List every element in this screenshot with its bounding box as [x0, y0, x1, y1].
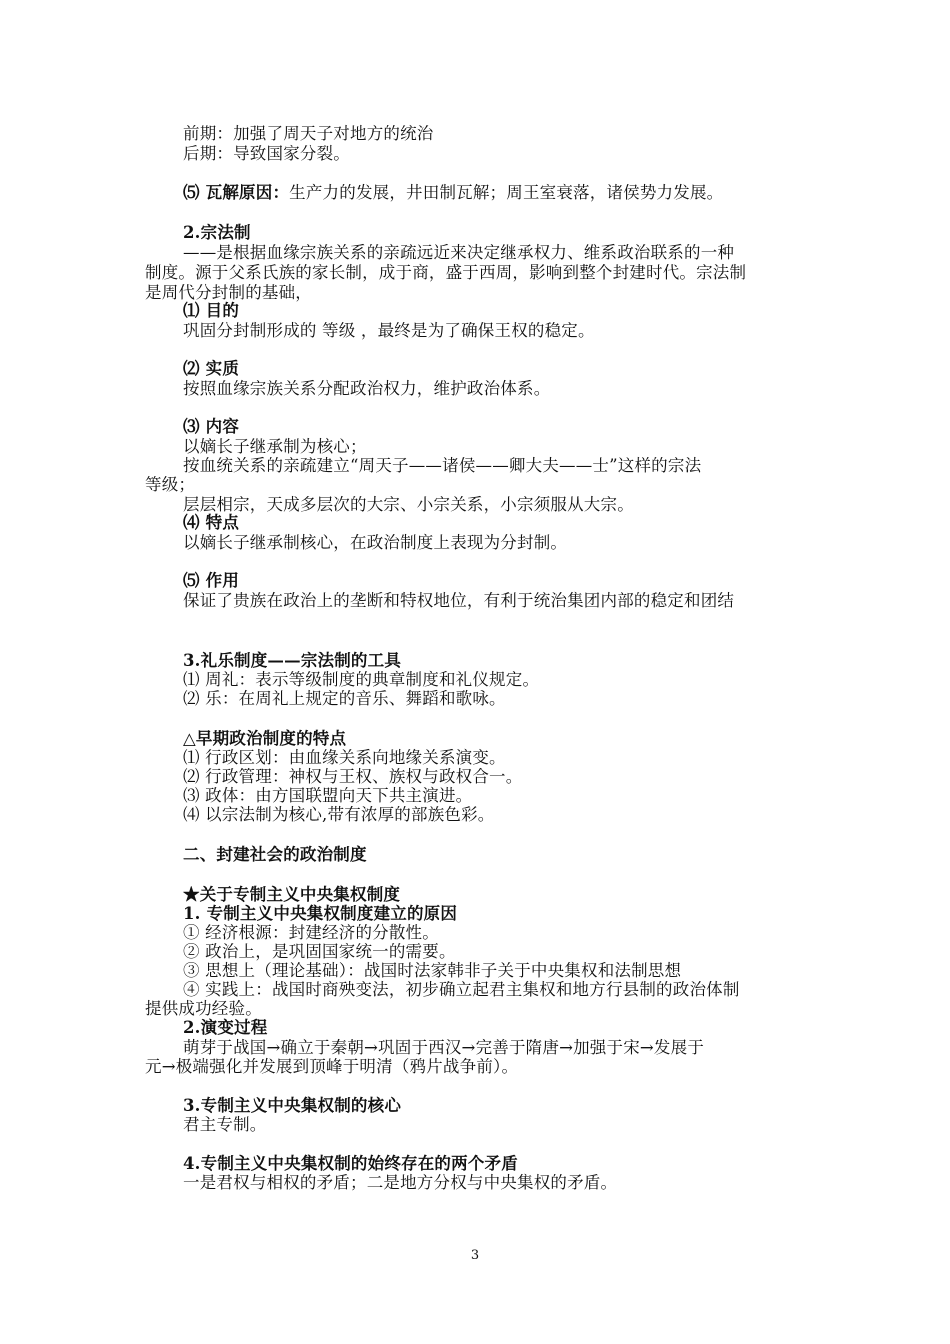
text-line: 以嫡长子继承制为核心；: [183, 437, 367, 456]
text-line: 保证了贵族在政治上的垄断和特权地位，有利于统治集团内部的稳定和团结: [183, 591, 735, 610]
text-line: ⑷ 以宗法制为核心,带有浓厚的部族色彩。: [183, 805, 495, 824]
text-line: 按血统关系的亲疏建立“周天子——诸侯——卿大夫——士”这样的宗法: [183, 456, 702, 475]
text-line: ④ 实践上：战国时商殃变法，初步确立起君主集权和地方行县制的政治体制: [183, 980, 740, 999]
subheading: ⑵ 实质: [183, 359, 240, 378]
text-line: 元→极端强化并发展到顶峰于明清（鸦片战争前）。: [145, 1057, 519, 1076]
text-line: 等级；: [145, 475, 196, 494]
text-line: ⑴ 周礼：表示等级制度的典章制度和礼仪规定。: [183, 670, 540, 689]
section-heading: ★关于专制主义中央集权制度: [183, 885, 401, 904]
body-text: 生产力的发展，井田制瓦解；周王室衰落，诸侯势力发展。: [289, 183, 724, 202]
subheading: ⑴ 目的: [183, 301, 240, 320]
text-line: 后期：导致国家分裂。: [183, 144, 350, 163]
text-line: 一是君权与相权的矛盾；二是地方分权与中央集权的矛盾。: [183, 1173, 618, 1192]
text-line: 萌芽于战国→确立于秦朝→巩固于西汉→完善于隋唐→加强于宋→发展于: [183, 1038, 705, 1057]
text-line: 制度。源于父系氏族的家长制，成于商，盛于西周，影响到整个封建时代。宗法制: [145, 263, 747, 282]
text-line: ⑵ 行政管理：神权与王权、族权与政权合一。: [183, 767, 523, 786]
text-line: ⑴ 行政区划：由血缘关系向地缘关系演变。: [183, 748, 506, 767]
text-line: 以嫡长子继承制核心，在政治制度上表现为分封制。: [183, 533, 568, 552]
text-line: ——是根据血缘宗族关系的亲疏远近来决定继承权力、维系政治联系的一种: [183, 243, 735, 262]
text-line: [183, 183, 723, 203]
text-line: 前期：加强了周天子对地方的统治: [183, 124, 434, 143]
text-line: ③ 思想上（理论基础）：战国时法家韩非子关于中央集权和法制思想: [183, 961, 682, 980]
page-number: 3: [470, 1248, 480, 1263]
chapter-heading: 二、封建社会的政治制度: [183, 845, 367, 864]
subheading: ⑸ 作用: [183, 571, 240, 590]
text-line: ⑶ 政体：由方国联盟向天下共主演进。: [183, 786, 473, 805]
text-line: 按照血缘宗族关系分配政治权力，维护政治体系。: [183, 379, 551, 398]
subheading: 4.专制主义中央集权制的始终存在的两个矛盾: [183, 1154, 518, 1173]
text-line: 提供成功经验。: [145, 999, 262, 1018]
text-line: 是周代分封制的基础，: [145, 283, 312, 302]
text-line: ① 经济根源：封建经济的分散性。: [183, 923, 439, 942]
subheading: 2.演变过程: [183, 1018, 268, 1037]
subheading: ⑶ 内容: [183, 417, 240, 436]
text-line: ⑵ 乐：在周礼上规定的音乐、舞蹈和歌咏。: [183, 689, 506, 708]
text-line: 巩固分封制形成的 等级 ，最终是为了确保王权的稳定。: [183, 321, 595, 340]
subheading: ⑷ 特点: [183, 513, 240, 532]
subheading: ⑸ 瓦解原因：: [183, 183, 290, 202]
text-line: ② 政治上，是巩固国家统一的需要。: [183, 942, 456, 961]
section-heading: 3.礼乐制度——宗法制的工具: [183, 651, 402, 670]
subheading: 3.专制主义中央集权制的核心: [183, 1096, 402, 1115]
subheading: 1. 专制主义中央集权制度建立的原因: [183, 904, 458, 923]
text-line: 层层相宗，天成多层次的大宗、小宗关系，小宗须服从大宗。: [183, 495, 634, 514]
section-heading: △早期政治制度的特点: [183, 729, 347, 748]
section-heading: 2.宗法制: [183, 223, 251, 242]
text-line: 君主专制。: [183, 1115, 267, 1134]
